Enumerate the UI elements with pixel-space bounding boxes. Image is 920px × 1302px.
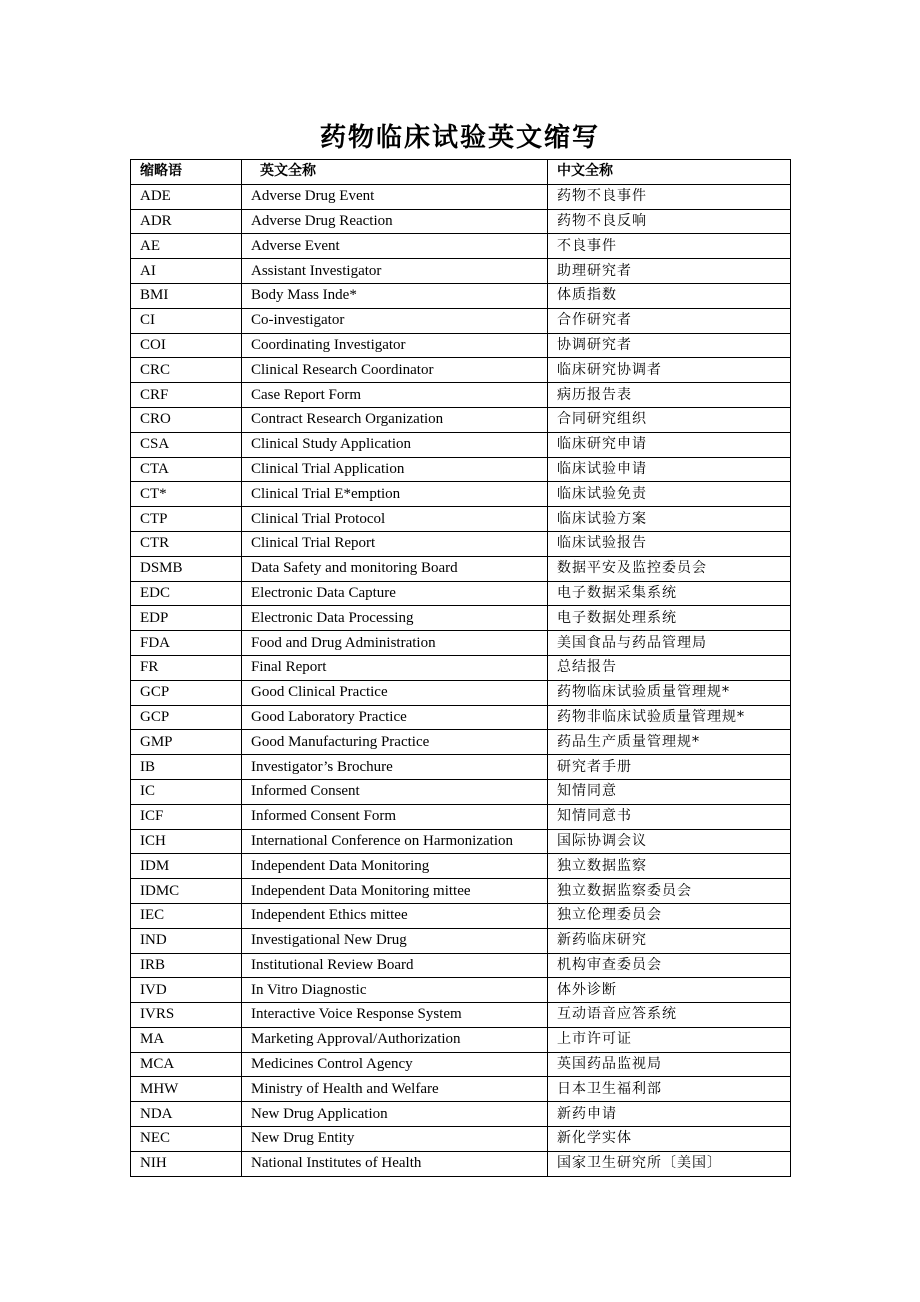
chinese-name-cell: 英国药品监视局 [548, 1052, 791, 1077]
english-name-cell: Good Laboratory Practice [242, 705, 548, 730]
table-row [131, 606, 791, 631]
chinese-name-cell: 国际协调会议 [548, 829, 791, 854]
table-body [131, 184, 791, 1176]
table-row [131, 978, 791, 1003]
chinese-name-cell: 独立伦理委员会 [548, 903, 791, 928]
table-row [131, 1151, 791, 1176]
chinese-name-cell: 知情同意 [548, 779, 791, 804]
abbreviation-cell: IND [131, 928, 242, 953]
header-abbreviation: 缩略语 [131, 160, 242, 185]
abbreviation-cell: IVD [131, 978, 242, 1003]
abbreviation-cell: GCP [131, 705, 242, 730]
table-row [131, 655, 791, 680]
table-row [131, 308, 791, 333]
chinese-name-cell: 体外诊断 [548, 978, 791, 1003]
english-name-cell: Clinical Trial E*emption [242, 482, 548, 507]
chinese-name-cell: 临床试验申请 [548, 457, 791, 482]
abbreviation-cell: CRC [131, 358, 242, 383]
table-row [131, 333, 791, 358]
english-name-cell: Informed Consent Form [242, 804, 548, 829]
abbreviation-cell: AE [131, 234, 242, 259]
table-row [131, 879, 791, 904]
english-name-cell: Co-investigator [242, 308, 548, 333]
english-name-cell: Electronic Data Capture [242, 581, 548, 606]
table-row [131, 531, 791, 556]
english-name-cell: Ministry of Health and Welfare [242, 1077, 548, 1102]
abbreviation-cell: ADR [131, 209, 242, 234]
english-name-cell: Clinical Trial Report [242, 531, 548, 556]
chinese-name-cell: 药品生产质量管理规* [548, 730, 791, 755]
abbreviation-cell: IRB [131, 953, 242, 978]
table-row [131, 283, 791, 308]
english-name-cell: Independent Data Monitoring mittee [242, 879, 548, 904]
abbreviation-cell: IC [131, 779, 242, 804]
abbreviation-cell: ICF [131, 804, 242, 829]
english-name-cell: In Vitro Diagnostic [242, 978, 548, 1003]
english-name-cell: Data Safety and monitoring Board [242, 556, 548, 581]
abbreviation-cell: MCA [131, 1052, 242, 1077]
abbreviation-cell: CTR [131, 531, 242, 556]
chinese-name-cell: 合同研究组织 [548, 407, 791, 432]
chinese-name-cell: 机构审查委员会 [548, 953, 791, 978]
table-row [131, 1003, 791, 1028]
english-name-cell: Final Report [242, 655, 548, 680]
header-chinese-name: 中文全称 [548, 160, 791, 185]
abbreviation-cell: NDA [131, 1102, 242, 1127]
chinese-name-cell: 不良事件 [548, 234, 791, 259]
table-row [131, 631, 791, 656]
page-title: 药物临床试验英文缩写 [319, 123, 600, 153]
english-name-cell: New Drug Application [242, 1102, 548, 1127]
table-row [131, 1127, 791, 1152]
abbreviation-cell: IVRS [131, 1003, 242, 1028]
chinese-name-cell: 新药临床研究 [548, 928, 791, 953]
english-name-cell: Clinical Research Coordinator [242, 358, 548, 383]
table-row [131, 234, 791, 259]
chinese-name-cell: 电子数据采集系统 [548, 581, 791, 606]
table-row [131, 779, 791, 804]
english-name-cell: Adverse Drug Reaction [242, 209, 548, 234]
english-name-cell: Marketing Approval/Authorization [242, 1027, 548, 1052]
table-row [131, 755, 791, 780]
table-row [131, 680, 791, 705]
english-name-cell: Adverse Drug Event [242, 184, 548, 209]
chinese-name-cell: 体质指数 [548, 283, 791, 308]
table-row [131, 432, 791, 457]
chinese-name-cell: 临床研究协调者 [548, 358, 791, 383]
abbreviation-cell: GCP [131, 680, 242, 705]
chinese-name-cell: 知情同意书 [548, 804, 791, 829]
abbreviation-cell: EDP [131, 606, 242, 631]
chinese-name-cell: 药物临床试验质量管理规* [548, 680, 791, 705]
abbreviation-cell: NIH [131, 1151, 242, 1176]
english-name-cell: Institutional Review Board [242, 953, 548, 978]
table-row [131, 854, 791, 879]
table-row [131, 457, 791, 482]
table-row [131, 1077, 791, 1102]
chinese-name-cell: 独立数据监察 [548, 854, 791, 879]
abbreviation-cell: IB [131, 755, 242, 780]
chinese-name-cell: 协调研究者 [548, 333, 791, 358]
english-name-cell: Contract Research Organization [242, 407, 548, 432]
english-name-cell: Good Clinical Practice [242, 680, 548, 705]
abbreviation-cell: AI [131, 259, 242, 284]
abbreviation-cell: CRF [131, 383, 242, 408]
table-row [131, 184, 791, 209]
chinese-name-cell: 药物不良反响 [548, 209, 791, 234]
chinese-name-cell: 助理研究者 [548, 259, 791, 284]
chinese-name-cell: 药物非临床试验质量管理规* [548, 705, 791, 730]
table-row [131, 1102, 791, 1127]
english-name-cell: Coordinating Investigator [242, 333, 548, 358]
english-name-cell: National Institutes of Health [242, 1151, 548, 1176]
table-row [131, 482, 791, 507]
english-name-cell: Informed Consent [242, 779, 548, 804]
chinese-name-cell: 药物不良事件 [548, 184, 791, 209]
table-row [131, 953, 791, 978]
abbreviation-cell: CI [131, 308, 242, 333]
abbreviation-table [130, 159, 791, 1177]
table-row [131, 1052, 791, 1077]
english-name-cell: International Conference on Harmonization [242, 829, 548, 854]
table-row [131, 358, 791, 383]
table-row [131, 705, 791, 730]
english-name-cell: Body Mass Inde* [242, 283, 548, 308]
english-name-cell: Clinical Study Application [242, 432, 548, 457]
english-name-cell: Interactive Voice Response System [242, 1003, 548, 1028]
abbreviation-cell: MA [131, 1027, 242, 1052]
chinese-name-cell: 总结报告 [548, 655, 791, 680]
abbreviation-cell: IEC [131, 903, 242, 928]
english-name-cell: Independent Data Monitoring [242, 854, 548, 879]
header-english-name: 英文全称 [242, 160, 548, 185]
abbreviation-cell: ADE [131, 184, 242, 209]
chinese-name-cell: 临床研究申请 [548, 432, 791, 457]
chinese-name-cell: 数据平安及监控委员会 [548, 556, 791, 581]
table-header-row [131, 160, 791, 185]
chinese-name-cell: 电子数据处理系统 [548, 606, 791, 631]
abbreviation-cell: CT* [131, 482, 242, 507]
abbreviation-cell: FR [131, 655, 242, 680]
abbreviation-cell: BMI [131, 283, 242, 308]
chinese-name-cell: 合作研究者 [548, 308, 791, 333]
chinese-name-cell: 新药申请 [548, 1102, 791, 1127]
english-name-cell: Clinical Trial Application [242, 457, 548, 482]
english-name-cell: Food and Drug Administration [242, 631, 548, 656]
abbreviation-cell: CSA [131, 432, 242, 457]
abbreviation-cell: FDA [131, 631, 242, 656]
table-row [131, 507, 791, 532]
chinese-name-cell: 国家卫生研究所〔美国〕 [548, 1151, 791, 1176]
english-name-cell: Good Manufacturing Practice [242, 730, 548, 755]
chinese-name-cell: 日本卫生福利部 [548, 1077, 791, 1102]
table-row [131, 209, 791, 234]
table-row [131, 556, 791, 581]
chinese-name-cell: 临床试验方案 [548, 507, 791, 532]
table-row [131, 928, 791, 953]
english-name-cell: Assistant Investigator [242, 259, 548, 284]
chinese-name-cell: 互动语音应答系统 [548, 1003, 791, 1028]
abbreviation-cell: ICH [131, 829, 242, 854]
english-name-cell: Clinical Trial Protocol [242, 507, 548, 532]
abbreviation-cell: GMP [131, 730, 242, 755]
table-row [131, 383, 791, 408]
chinese-name-cell: 独立数据监察委员会 [548, 879, 791, 904]
abbreviation-cell: IDMC [131, 879, 242, 904]
abbreviation-cell: CTA [131, 457, 242, 482]
english-name-cell: Case Report Form [242, 383, 548, 408]
chinese-name-cell: 临床试验报告 [548, 531, 791, 556]
english-name-cell: Medicines Control Agency [242, 1052, 548, 1077]
table-row [131, 259, 791, 284]
table-row [131, 730, 791, 755]
english-name-cell: Investigational New Drug [242, 928, 548, 953]
table-row [131, 1027, 791, 1052]
abbreviation-cell: MHW [131, 1077, 242, 1102]
chinese-name-cell: 临床试验免责 [548, 482, 791, 507]
english-name-cell: Independent Ethics mittee [242, 903, 548, 928]
abbreviation-cell: CRO [131, 407, 242, 432]
abbreviation-cell: DSMB [131, 556, 242, 581]
abbreviation-cell: EDC [131, 581, 242, 606]
english-name-cell: Electronic Data Processing [242, 606, 548, 631]
abbreviation-cell: NEC [131, 1127, 242, 1152]
english-name-cell: Investigator’s Brochure [242, 755, 548, 780]
abbreviation-cell: CTP [131, 507, 242, 532]
table-row [131, 581, 791, 606]
table-row [131, 407, 791, 432]
table-row [131, 829, 791, 854]
english-name-cell: Adverse Event [242, 234, 548, 259]
english-name-cell: New Drug Entity [242, 1127, 548, 1152]
chinese-name-cell: 美国食品与药品管理局 [548, 631, 791, 656]
chinese-name-cell: 新化学实体 [548, 1127, 791, 1152]
table-row [131, 804, 791, 829]
table-row [131, 903, 791, 928]
abbreviation-cell: IDM [131, 854, 242, 879]
abbreviation-cell: COI [131, 333, 242, 358]
chinese-name-cell: 研究者手册 [548, 755, 791, 780]
chinese-name-cell: 上市许可证 [548, 1027, 791, 1052]
chinese-name-cell: 病历报告表 [548, 383, 791, 408]
